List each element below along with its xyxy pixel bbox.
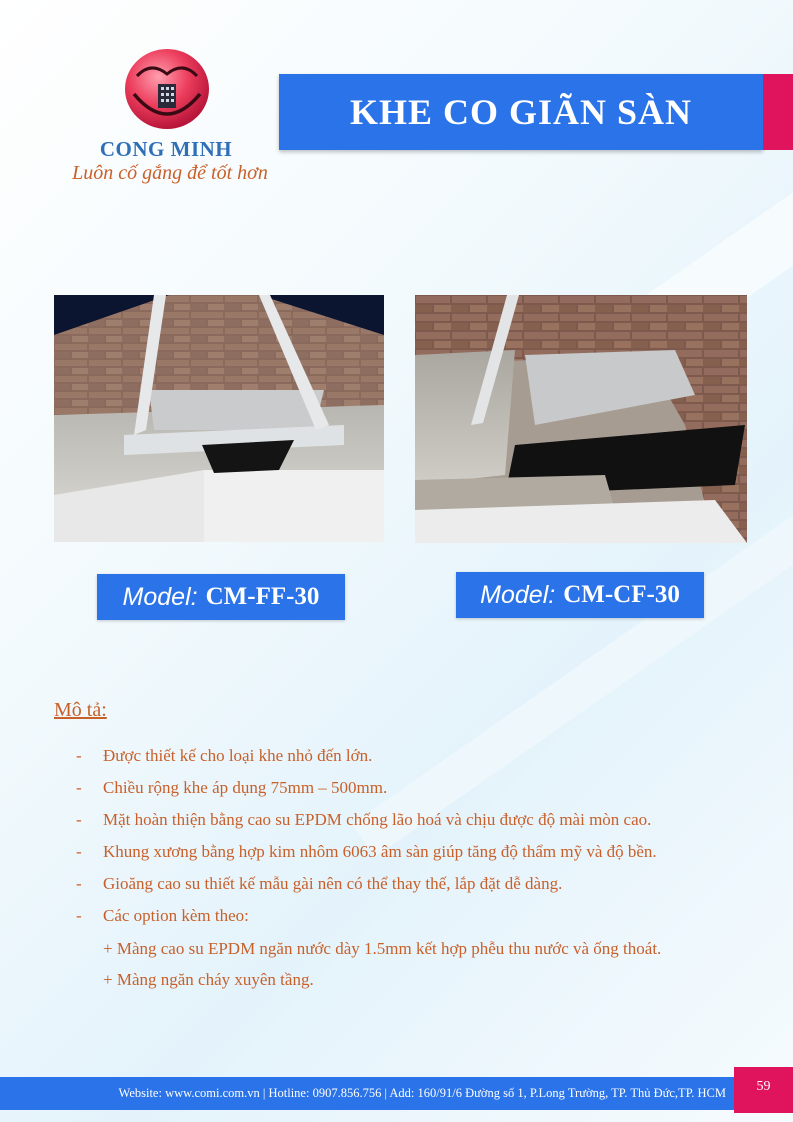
- model-label-box: [456, 572, 704, 618]
- brand-slogan: Luôn cố gắng để tốt hơn: [72, 162, 268, 184]
- options-list: [103, 933, 783, 995]
- bullet-dash: -: [76, 906, 82, 925]
- page-title: KHE CO GIÃN SÀN: [279, 74, 763, 150]
- product-photo-cm-ff-30: [54, 295, 384, 542]
- bullet-dash: -: [76, 810, 82, 829]
- option-item: + Màng cao su EPDM ngăn nước dày 1.5mm kết hợp phễu thu nước và ống thoát.: [103, 939, 662, 958]
- title-accent-bar: [763, 74, 793, 150]
- description-text: Các option kèm theo:: [103, 906, 249, 925]
- bullet-dash: -: [76, 746, 82, 765]
- model-label: Model:: [480, 580, 556, 609]
- description-text: Khung xương bằng hợp kim nhôm 6063 âm sàn giúp tăng độ thẩm mỹ và độ bền.: [103, 842, 657, 861]
- footer-contact-bar: [0, 1077, 734, 1110]
- model-label-box: [97, 574, 345, 620]
- bullet-dash: -: [76, 842, 82, 861]
- option-item: + Màng ngăn cháy xuyên tầng.: [103, 970, 314, 989]
- bullet-dash: -: [76, 778, 82, 797]
- description-item: [76, 868, 776, 900]
- model-code: CM-CF-30: [563, 581, 680, 608]
- description-item: [76, 772, 776, 804]
- description-text: Được thiết kế cho loại khe nhỏ đến lớn.: [103, 746, 373, 765]
- page-number: 59: [734, 1067, 793, 1113]
- footer-contact-text: Website: www.comi.com.vn | Hotline: 0907.856.756 | Add: 160/91/6 Đường số 1, P.Long Trường, TP. Thủ Đức,TP. HCM: [118, 1086, 726, 1100]
- description-item: [76, 836, 776, 868]
- model-code: CM-FF-30: [205, 583, 320, 610]
- description-text: Mặt hoàn thiện bằng cao su EPDM chống lão hoá và chịu được độ mài mòn cao.: [103, 810, 652, 829]
- description-heading: Mô tả:: [54, 699, 107, 721]
- company-logo: [124, 48, 210, 130]
- product-photo-cm-cf-30: [415, 295, 747, 543]
- model-label: Model:: [122, 582, 198, 611]
- brand-name: CONG MINH: [99, 137, 233, 161]
- description-text: Chiều rộng khe áp dụng 75mm – 500mm.: [103, 778, 388, 797]
- description-item: [76, 804, 776, 836]
- description-list: [76, 740, 776, 932]
- description-item: [76, 740, 776, 772]
- description-item: [76, 900, 776, 932]
- description-text: Gioăng cao su thiết kế mẫu gài nên có thể thay thế, lắp đặt dễ dàng.: [103, 874, 563, 893]
- bullet-dash: -: [76, 874, 82, 893]
